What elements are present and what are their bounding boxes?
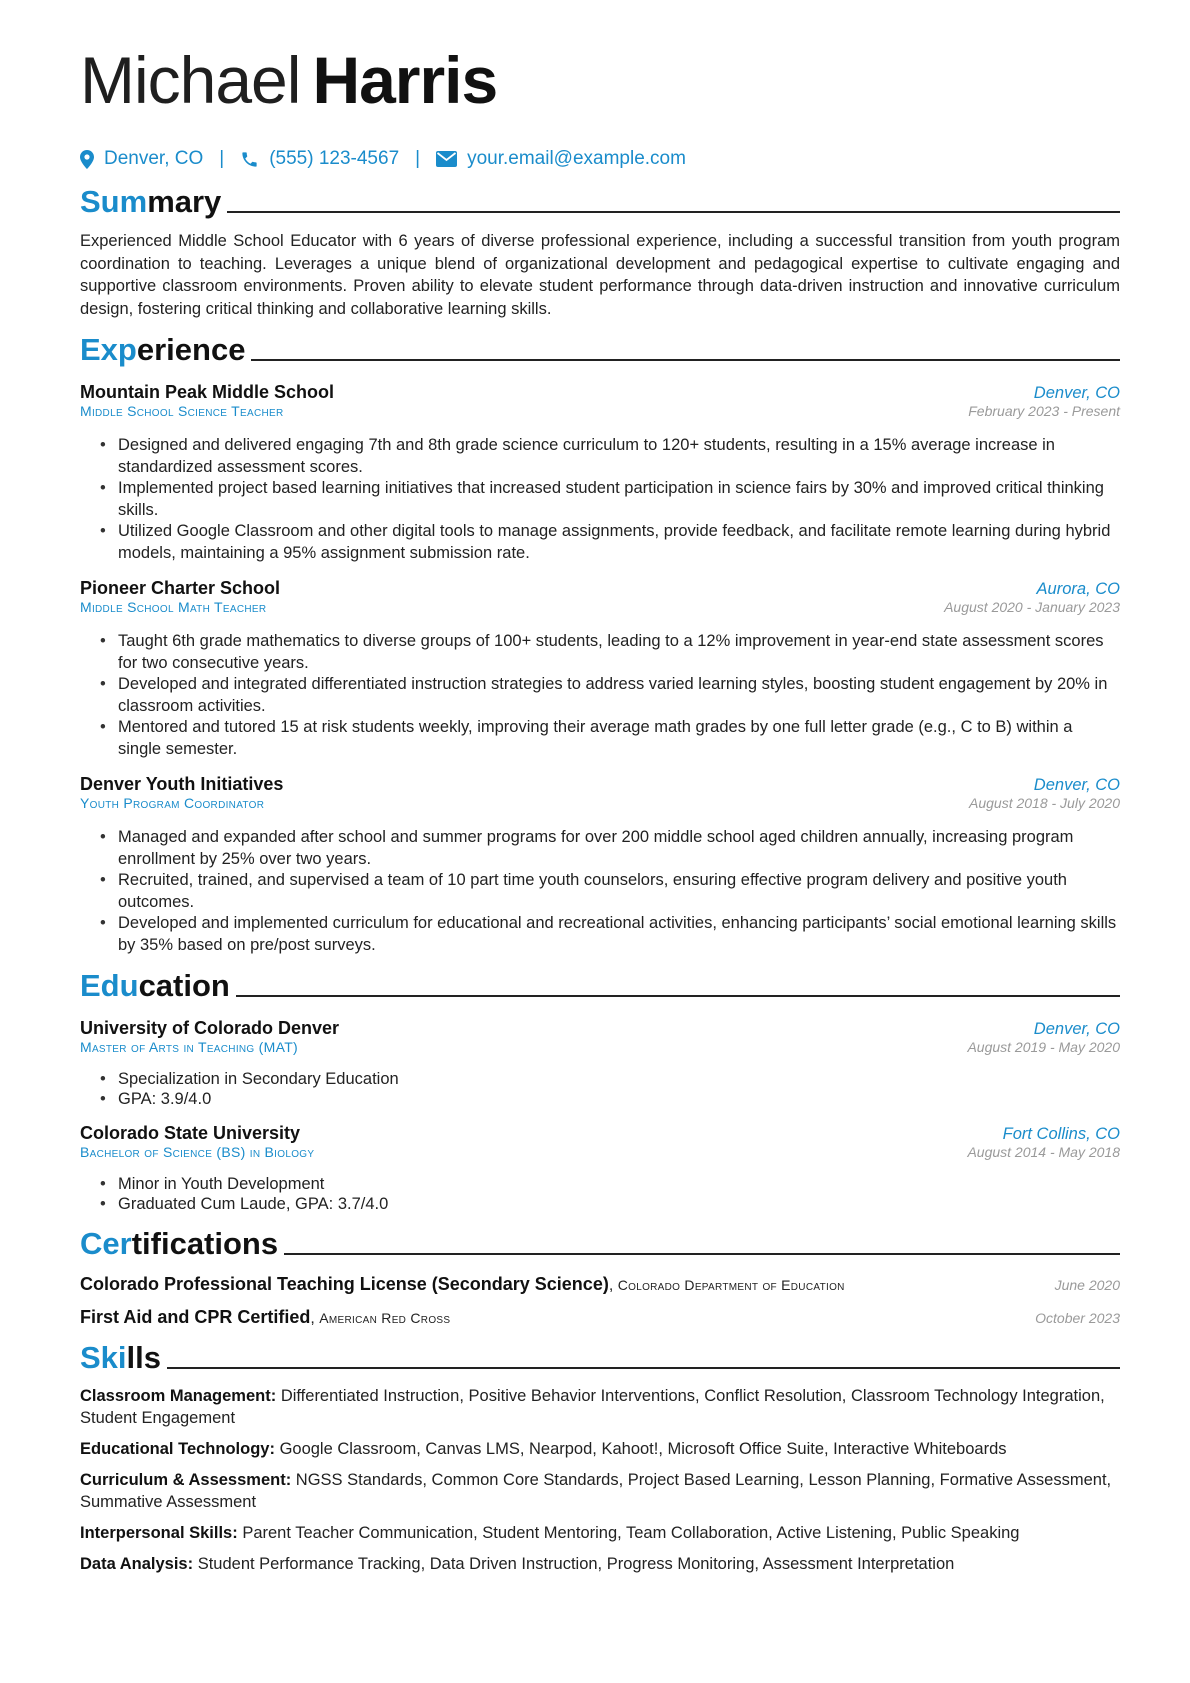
list-item: • GPA: 3.9/4.0 (118, 1089, 1120, 1109)
first-name: Michael (80, 43, 301, 117)
list-item: • Utilized Google Classroom and other digital tools to manage assignments, provide feedback, and facilitate remote learning during hybrid models, maintaining a 95% assignment submission rate. (118, 521, 1120, 564)
section-rule (167, 1367, 1120, 1369)
education-entry (80, 1123, 1120, 1214)
summary-text: Experienced Middle School Educator with 6 years of diverse professional experience, including a successful transition from youth program coordination to teaching. Leverages a unique blend of organizational development and pedagogical expertise to cultivate engaging and supportive classroom environments. Proven ability to elevate student performance through data-driven instruction and innovative curriculum design, fostering critical thinking and collaborative learning skills. (80, 232, 1120, 318)
list-item: • Minor in Youth Development (118, 1174, 1120, 1194)
job-location: Aurora, CO (1036, 580, 1120, 598)
school-name: University of Colorado Denver (80, 1018, 340, 1038)
certification-item: First Aid and CPR Certified, American Red Cross October 2023 (80, 1307, 1120, 1327)
job-bullets (80, 631, 1120, 760)
skill-category: Classroom Management: (80, 1387, 277, 1405)
skill-list: NGSS Standards, Common Core Standards, Project Based Learning, Lesson Planning, Formative Assessment, Summative Assessment (80, 1471, 1112, 1511)
skill-line (80, 1553, 1120, 1575)
education-dates: August 2019 - May 2020 (967, 1039, 1120, 1055)
education-dates: August 2014 - May 2018 (967, 1144, 1120, 1160)
skill-category: Data Analysis: (80, 1555, 194, 1573)
job-dates: February 2023 - Present (968, 403, 1120, 419)
section-rule (236, 995, 1120, 997)
experience-entry (80, 774, 1120, 956)
certification-issuer: Colorado Department of Education (617, 1277, 845, 1293)
certification-issuer: American Red Cross (319, 1310, 451, 1326)
list-item: • Taught 6th grade mathematics to diverse groups of 100+ students, leading to a 12% improvement in year-end state assessment scores for two consecutive years. (118, 631, 1120, 674)
skill-category: Educational Technology: (80, 1440, 275, 1458)
list-item: • Implemented project based learning initiatives that increased student participation in science fairs by 30% and improved critical thinking skills. (118, 478, 1120, 521)
skill-category: Interpersonal Skills: (80, 1524, 238, 1542)
candidate-name (80, 40, 1120, 120)
job-title: Youth Program Coordinator (80, 795, 265, 811)
skill-line (80, 1522, 1120, 1544)
certification-name: First Aid and CPR Certified (80, 1307, 311, 1327)
employer-name: Pioneer Charter School (80, 578, 281, 598)
education-entry (80, 1018, 1120, 1109)
degree: Bachelor of Science (BS) in Biology (80, 1144, 315, 1160)
certification-name: Colorado Professional Teaching License (Secondary Science) (80, 1274, 609, 1294)
contact-separator: | (219, 148, 225, 169)
section-rule (251, 359, 1120, 361)
skill-list: Student Performance Tracking, Data Driven Instruction, Progress Monitoring, Assessment Interpretation (197, 1555, 955, 1573)
experience-heading: Experience (80, 332, 1120, 368)
job-title: Middle School Math Teacher (80, 599, 267, 615)
list-item: • Recruited, trained, and supervised a team of 10 part time youth counselors, ensuring effective program delivery and positive youth outcomes. (118, 870, 1120, 913)
skill-line (80, 1469, 1120, 1513)
phone-icon (240, 150, 259, 169)
skill-line (80, 1438, 1120, 1460)
school-location: Denver, CO (1033, 1020, 1120, 1038)
contact-location (80, 148, 203, 170)
job-location: Denver, CO (1033, 384, 1120, 402)
section-rule (227, 211, 1120, 213)
skill-list: Differentiated Instruction, Positive Behavior Interventions, Conflict Resolution, Classroom Technology Integration, Student Engagement (80, 1387, 1105, 1427)
summary-heading: Summary (80, 184, 1120, 220)
list-item: • Specialization in Secondary Education (118, 1069, 1120, 1089)
list-item: • Developed and integrated differentiated instruction strategies to address varied learning styles, boosting student engagement by 20% in classroom activities. (118, 674, 1120, 717)
certifications-heading: Certifications (80, 1226, 1120, 1262)
skill-list: Parent Teacher Communication, Student Mentoring, Team Collaboration, Active Listening, Public Speaking (242, 1524, 1020, 1542)
job-bullets (80, 435, 1120, 564)
school-name: Colorado State University (80, 1123, 301, 1143)
job-dates: August 2018 - July 2020 (969, 795, 1120, 811)
list-item: • Designed and delivered engaging 7th and 8th grade science curriculum to 120+ students, resulting in a 15% average increase in standardized assessment scores. (118, 435, 1120, 478)
education-heading: Education (80, 968, 1120, 1004)
employer-name: Mountain Peak Middle School (80, 382, 335, 402)
education-bullets (80, 1174, 1120, 1214)
experience-entry (80, 382, 1120, 564)
list-item: • Developed and implemented curriculum for educational and recreational activities, enhancing participants’ social emotional learning skills by 35% based on pre/post surveys. (118, 913, 1120, 956)
location-text: Denver, CO (104, 148, 204, 169)
job-location: Denver, CO (1033, 776, 1120, 794)
list-item: • Graduated Cum Laude, GPA: 3.7/4.0 (118, 1194, 1120, 1214)
degree: Master of Arts in Teaching (MAT) (80, 1039, 299, 1055)
education-bullets (80, 1069, 1120, 1109)
school-location: Fort Collins, CO (1002, 1125, 1120, 1143)
contact-phone[interactable] (240, 148, 399, 170)
email-link[interactable]: your.email@example.com (467, 148, 686, 169)
phone-text: (555) 123-4567 (269, 148, 400, 169)
list-item: • Mentored and tutored 15 at risk students weekly, improving their average math grades by one full letter grade (e.g., C to B) within a single semester. (118, 717, 1120, 760)
experience-entry (80, 578, 1120, 760)
last-name: Harris (312, 43, 498, 117)
map-pin-icon (80, 150, 94, 169)
section-rule (284, 1253, 1120, 1255)
job-bullets (80, 827, 1120, 956)
certification-date: October 2023 (1035, 1310, 1120, 1326)
skill-line (80, 1385, 1120, 1429)
envelope-icon (436, 151, 457, 167)
contact-separator: | (415, 148, 421, 169)
skills-heading: Skills (80, 1340, 1120, 1376)
contact-email[interactable] (436, 148, 686, 170)
skill-category: Curriculum & Assessment: (80, 1471, 292, 1489)
job-dates: August 2020 - January 2023 (944, 599, 1120, 615)
certification-date: June 2020 (1054, 1277, 1120, 1293)
contact-line (80, 146, 1120, 172)
job-title: Middle School Science Teacher (80, 403, 284, 419)
skill-list: Google Classroom, Canvas LMS, Nearpod, Kahoot!, Microsoft Office Suite, Interactive Whiteboards (279, 1440, 1007, 1458)
list-item: • Managed and expanded after school and summer programs for over 200 middle school aged children annually, increasing program enrollment by 25% over two years. (118, 827, 1120, 870)
employer-name: Denver Youth Initiatives (80, 774, 284, 794)
certification-item: Colorado Professional Teaching License (Secondary Science), Colorado Department of Education June 2020 (80, 1274, 1120, 1294)
